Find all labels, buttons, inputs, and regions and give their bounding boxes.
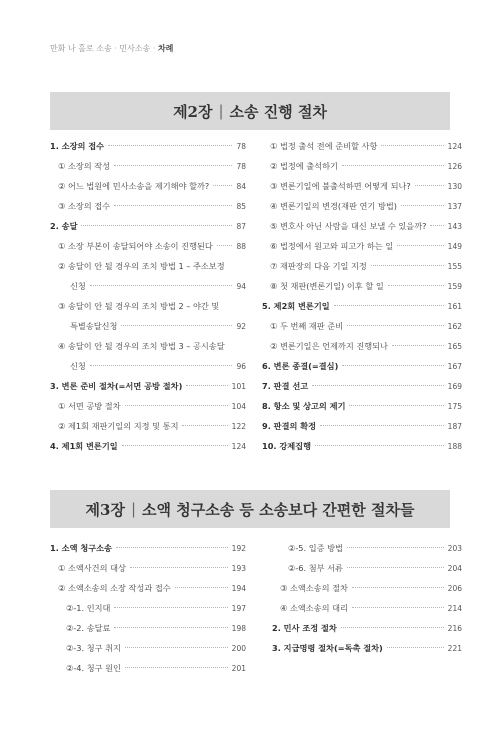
toc-entry-page: 165: [447, 342, 462, 351]
toc-entry-title: ② 변론기일은 언제까지 진행되나: [270, 341, 388, 351]
dot-leader: [116, 547, 228, 548]
dot-leader: [217, 245, 233, 246]
toc-entry: [50, 658, 246, 678]
chapter-2-banner: 제2장 | 소송 진행 절차: [50, 92, 450, 130]
toc-entry-title: 3. 지급명령 절차(=독촉 절차): [272, 643, 383, 653]
dot-leader: [347, 325, 444, 326]
toc-entry: [272, 558, 462, 578]
toc-entry-page: 101: [231, 382, 246, 391]
chapter-3-label: 제3장: [85, 500, 125, 519]
toc-entry: [50, 416, 246, 436]
dot-leader: [130, 567, 228, 568]
toc-entry: [262, 216, 462, 236]
dot-leader: [90, 365, 233, 366]
dot-leader: [397, 245, 444, 246]
section-title: 차례: [157, 44, 174, 53]
toc-entry: [262, 136, 462, 156]
toc-entry: [50, 296, 246, 316]
toc-entry: [262, 296, 462, 316]
toc-entry-page: 126: [447, 162, 462, 171]
toc-entry-title: 2. 민사 조정 절차: [272, 623, 337, 633]
toc-entry-title: ②-6. 첨부 서류: [288, 563, 343, 573]
toc-entry-page: 192: [231, 544, 246, 553]
chapter-3-right-column: [272, 538, 462, 658]
dot-leader: [347, 547, 444, 548]
dot-leader: [334, 305, 444, 306]
dot-leader: [186, 385, 227, 386]
dot-leader: [114, 607, 227, 608]
dot-leader: [401, 205, 444, 206]
dot-leader: [352, 607, 444, 608]
toc-entry-page: 214: [447, 604, 462, 613]
dot-leader: [388, 285, 444, 286]
toc-entry-page: 206: [447, 584, 462, 593]
toc-entry-page: 204: [447, 564, 462, 573]
toc-entry-title: ④ 송달이 안 될 경우의 조치 방법 3 – 공시송달: [58, 341, 225, 351]
toc-entry-title: ⑧ 첫 재판(변론기일) 이후 할 일: [270, 281, 384, 291]
toc-entry-page: 94: [236, 282, 246, 291]
toc-entry-page: 162: [447, 322, 462, 331]
dot-leader: [122, 445, 228, 446]
toc-entry-title: 4. 제1회 변론기일: [50, 441, 118, 451]
toc-entry: [262, 176, 462, 196]
dot-leader: [114, 165, 232, 166]
toc-entry-title: ① 소액사건의 대상: [58, 563, 126, 573]
toc-entry: [262, 236, 462, 256]
toc-entry-title: 2. 송달: [50, 221, 78, 231]
toc-entry-title: 3. 변론 준비 절차(=서면 공방 절차): [50, 381, 183, 391]
toc-entry-page: 201: [231, 664, 246, 673]
toc-entry-page: 84: [236, 182, 246, 191]
toc-entry: [272, 538, 462, 558]
toc-entry-title: ④ 소액소송의 대리: [280, 603, 348, 613]
toc-entry-page: 175: [447, 402, 462, 411]
toc-entry-title: ① 두 번째 재판 준비: [270, 321, 344, 331]
toc-entry: [50, 436, 246, 456]
chapter-2-left-column: [50, 136, 246, 456]
toc-entry-title: 특별송달신청: [70, 321, 118, 331]
toc-entry-page: 221: [447, 644, 462, 653]
dot-leader: [315, 445, 444, 446]
toc-entry: [262, 376, 462, 396]
toc-entry: [50, 578, 246, 598]
dot-leader: [430, 225, 443, 226]
dot-leader: [341, 627, 444, 628]
toc-entry-title: ④ 변론기일의 변경(재판 연기 방법): [270, 201, 397, 211]
dot-leader: [392, 345, 444, 346]
toc-entry: [50, 638, 246, 658]
dot-leader: [352, 587, 444, 588]
dot-leader: [342, 165, 444, 166]
running-header: 만화 나 홀로 소송 · 민사소송 · 차례: [50, 44, 174, 53]
dot-leader: [415, 185, 444, 186]
toc-entry: [262, 196, 462, 216]
toc-entry-page: 193: [231, 564, 246, 573]
toc-entry: [272, 618, 462, 638]
toc-entry: [50, 316, 246, 336]
toc-entry: [50, 376, 246, 396]
toc-entry-title: ②-2. 송달료: [66, 623, 111, 633]
toc-entry-title: ②-3. 청구 취지: [66, 643, 121, 653]
toc-entry-title: 1. 소장의 접수: [50, 141, 105, 151]
toc-entry-title: 5. 제2회 변론기일: [262, 301, 330, 311]
dot-leader: [312, 385, 444, 386]
toc-entry-page: 124: [231, 442, 246, 451]
dot-leader: [320, 425, 444, 426]
toc-entry-page: 78: [236, 162, 246, 171]
toc-entry: [272, 638, 462, 658]
toc-entry-page: 187: [447, 422, 462, 431]
toc-entry: [50, 538, 246, 558]
toc-entry-page: 169: [447, 382, 462, 391]
toc-entry-title: ③ 송달이 안 될 경우의 조치 방법 2 – 야간 및: [58, 301, 220, 311]
toc-entry: [50, 216, 246, 236]
toc-entry-title: ① 서면 공방 절차: [58, 401, 121, 411]
toc-entry-page: 149: [447, 242, 462, 251]
toc-entry-page: 159: [447, 282, 462, 291]
toc-entry-page: 198: [231, 624, 246, 633]
series-title: 만화 나 홀로 소송: [50, 44, 112, 53]
toc-entry: [272, 598, 462, 618]
dot-leader: [108, 145, 232, 146]
toc-entry: [50, 618, 246, 638]
toc-entry-title: ③ 변론기일에 불출석하면 어떻게 되나?: [270, 181, 411, 191]
toc-entry-page: 167: [447, 362, 462, 371]
toc-entry: [262, 276, 462, 296]
toc-entry-title: ① 법정 출석 전에 준비할 사항: [270, 141, 378, 151]
toc-entry-page: 203: [447, 544, 462, 553]
dot-leader: [213, 185, 232, 186]
dot-leader: [175, 587, 228, 588]
toc-entry-title: ② 소액소송의 소장 작성과 접수: [58, 583, 171, 593]
toc-entry-title: ⑦ 재판장의 다음 기일 지정: [270, 261, 367, 271]
chapter-2-label: 제2장: [173, 102, 213, 121]
toc-entry-page: 137: [447, 202, 462, 211]
toc-entry-title: ② 송달이 안 될 경우의 조치 방법 1 – 주소보정: [58, 261, 225, 271]
toc-entry-title: ① 소장의 작성: [58, 161, 111, 171]
toc-entry: [272, 578, 462, 598]
chapter-2-right-column: [262, 136, 462, 456]
toc-entry-title: 7. 판결 선고: [262, 381, 309, 391]
toc-entry-title: ③ 소장의 접수: [58, 201, 111, 211]
toc-entry: [262, 316, 462, 336]
toc-entry: [262, 156, 462, 176]
dot-leader: [90, 285, 233, 286]
toc-entry-title: 6. 변론 종결(=결심): [262, 361, 339, 371]
toc-entry-title: ②-5. 입증 방법: [288, 543, 343, 553]
toc-entry-title: ② 법정에 출석하기: [270, 161, 338, 171]
dot-leader: [381, 145, 443, 146]
toc-entry-page: 92: [236, 322, 246, 331]
dot-leader: [349, 405, 443, 406]
toc-entry-title: 10. 강제집행: [262, 441, 311, 451]
toc-entry: [262, 356, 462, 376]
toc-entry-title: 8. 항소 및 상고의 제기: [262, 401, 346, 411]
toc-entry-page: 85: [236, 202, 246, 211]
dot-leader: [81, 225, 232, 226]
toc-entry: [50, 356, 246, 376]
toc-entry-page: 197: [231, 604, 246, 613]
toc-entry-title: 신청: [70, 361, 86, 371]
toc-entry-title: ② 어느 법원에 민사소송을 제기해야 할까?: [58, 181, 210, 191]
dot-leader: [125, 647, 228, 648]
dot-leader: [121, 325, 232, 326]
chapter-3-title: 소액 청구소송 등 소송보다 간편한 절차들: [142, 500, 415, 519]
toc-entry: [262, 396, 462, 416]
toc-entry-page: 188: [447, 442, 462, 451]
toc-entry-title: ②-1. 인지대: [66, 603, 111, 613]
toc-entry-title: 신청: [70, 281, 86, 291]
toc-entry-page: 88: [236, 242, 246, 251]
toc-entry-page: 122: [231, 422, 246, 431]
dot-leader: [114, 627, 227, 628]
toc-entry: [262, 416, 462, 436]
toc-entry-title: ⑤ 변호사 아닌 사람을 대신 보낼 수 있을까?: [270, 221, 427, 231]
toc-entry: [50, 136, 246, 156]
toc-entry-title: ⑥ 법정에서 원고와 피고가 하는 일: [270, 241, 394, 251]
toc-entry: [50, 196, 246, 216]
dot-leader: [387, 647, 444, 648]
dot-leader: [125, 667, 228, 668]
toc-entry-page: 96: [236, 362, 246, 371]
toc-entry-title: ②-4. 청구 원인: [66, 663, 121, 673]
dot-leader: [342, 365, 443, 366]
toc-entry: [50, 276, 246, 296]
toc-entry-title: ③ 소액소송의 절차: [280, 583, 348, 593]
toc-entry: [50, 336, 246, 356]
toc-entry: [50, 558, 246, 578]
toc-entry-page: 124: [447, 142, 462, 151]
chapter-3-banner: 제3장 | 소액 청구소송 등 소송보다 간편한 절차들: [50, 490, 450, 528]
toc-entry-title: ② 제1회 재판기일의 지정 및 통지: [58, 421, 179, 431]
toc-entry: [262, 256, 462, 276]
toc-entry-page: 216: [447, 624, 462, 633]
toc-entry-title: ① 소장 부본이 송달되어야 소송이 진행된다: [58, 241, 213, 251]
chapter-2-title: 소송 진행 절차: [229, 102, 327, 121]
toc-entry: [262, 436, 462, 456]
toc-entry-page: 130: [447, 182, 462, 191]
toc-entry-page: 161: [447, 302, 462, 311]
toc-entry-page: 155: [447, 262, 462, 271]
toc-entry-page: 143: [447, 222, 462, 231]
toc-entry-title: 1. 소액 청구소송: [50, 543, 112, 553]
toc-entry-page: 104: [231, 402, 246, 411]
toc-entry-page: 200: [231, 644, 246, 653]
dot-leader: [371, 265, 444, 266]
dot-leader: [182, 425, 227, 426]
toc-entry-page: 87: [236, 222, 246, 231]
toc-entry-page: 194: [231, 584, 246, 593]
dot-leader: [114, 205, 232, 206]
chapter-3-left-column: [50, 538, 246, 678]
toc-entry: [50, 598, 246, 618]
toc-entry: [262, 336, 462, 356]
toc-entry-title: 9. 판결의 확정: [262, 421, 317, 431]
toc-entry: [50, 236, 246, 256]
toc-entry: [50, 396, 246, 416]
toc-entry-page: 78: [236, 142, 246, 151]
series-subtitle: 민사소송: [119, 44, 151, 53]
dot-leader: [125, 405, 228, 406]
dot-leader: [347, 567, 444, 568]
toc-entry: [50, 176, 246, 196]
toc-entry: [50, 256, 246, 276]
toc-entry: [50, 156, 246, 176]
